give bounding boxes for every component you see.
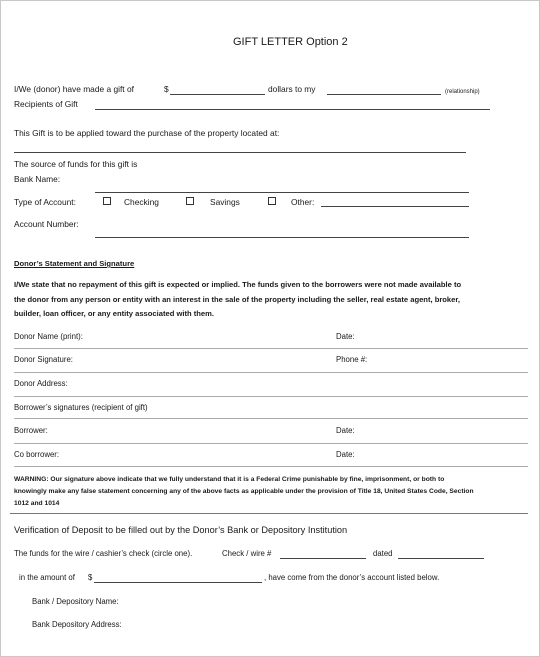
bank-name-label: Bank Name:: [14, 174, 61, 184]
dated-label: dated: [373, 549, 393, 558]
bank-depository-address-label: Bank Depository Address:: [32, 620, 122, 629]
borrowers-signatures-label: Borrower’s signatures (recipient of gift): [14, 403, 148, 412]
recipients-field[interactable]: [95, 109, 490, 110]
donor-address-field[interactable]: [14, 396, 528, 397]
phone-label: Phone #:: [336, 355, 368, 364]
gift-line-middle: dollars to my: [268, 84, 316, 94]
statement-line-1: I/We state that no repayment of this gift is expected or implied. The funds given to the borrowers were not made available to: [14, 280, 462, 289]
check-wire-number-field[interactable]: [280, 558, 366, 559]
account-number-label: Account Number:: [14, 219, 79, 229]
wire-line-prefix: The funds for the wire / cashier’s check (circle one).: [14, 549, 193, 558]
verification-heading: Verification of Deposit to be filled out by the Donor’s Bank or Depository Institution: [14, 525, 348, 535]
checking-checkbox[interactable]: [103, 197, 111, 205]
donor-address-label: Donor Address:: [14, 379, 68, 388]
section-divider: [10, 513, 528, 514]
borrower-field[interactable]: [14, 443, 528, 444]
co-borrower-field[interactable]: [14, 466, 528, 467]
amount-line-prefix: in the amount of: [19, 573, 75, 582]
gift-line-prefix: I/We (donor) have made a gift of: [14, 84, 134, 94]
source-label: The source of funds for this gift is: [14, 159, 138, 169]
other-account-field[interactable]: [321, 206, 469, 207]
warning-line-3: 1012 and 1014: [14, 500, 60, 507]
statement-line-2: the donor from any person or entity with an interest in the sale of the property including the seller, real estate agent, broker,: [14, 294, 461, 304]
warning-line-1: WARNING: Our signature above indicate that we fully understand that it is a Federal Crime punishable by fine, imprisonment, or both to: [14, 476, 445, 483]
dated-field[interactable]: [398, 558, 484, 559]
warning-line-2: knowingly make any false statement concerning any of the above facts as applicable under the provision of Title 18, United States Code, Section: [14, 488, 474, 495]
donor-name-label: Donor Name (print):: [14, 332, 83, 341]
purpose-label: This Gift is to be applied toward the purchase of the property located at:: [14, 128, 280, 138]
account-number-field[interactable]: [95, 237, 469, 238]
donor-name-field[interactable]: [14, 348, 528, 349]
other-checkbox[interactable]: [268, 197, 276, 205]
checking-option: Checking: [124, 197, 159, 207]
amount-line-suffix: , have come from the donor’s account listed below.: [264, 573, 440, 582]
donor-signature-label: Donor Signature:: [14, 355, 73, 364]
relationship-label: (relationship): [445, 89, 480, 95]
donor-signature-field[interactable]: [14, 372, 528, 373]
amount-currency: $: [88, 573, 93, 582]
bank-name-field[interactable]: [95, 192, 469, 193]
statement-line-3: builder, loan officer, or any entity associated with them.: [14, 309, 215, 318]
date-label-co-borrower: Date:: [336, 450, 355, 459]
property-address-field[interactable]: [14, 152, 466, 153]
borrower-label: Borrower:: [14, 426, 48, 435]
gift-amount-field[interactable]: [170, 94, 265, 95]
statement-heading: Donor’s Statement and Signature: [14, 259, 135, 268]
amount-field[interactable]: [94, 582, 262, 583]
date-label: Date:: [336, 332, 355, 341]
bank-depository-name-label: Bank / Depository Name:: [32, 597, 119, 606]
document-title: GIFT LETTER Option 2: [233, 36, 348, 48]
date-label-borrower: Date:: [336, 426, 355, 435]
relationship-field[interactable]: [327, 94, 441, 95]
co-borrower-label: Co borrower:: [14, 450, 60, 459]
type-of-account-label: Type of Account:: [14, 197, 76, 207]
check-wire-label: Check / wire #: [222, 549, 272, 558]
savings-option: Savings: [210, 197, 240, 207]
gift-currency: $: [164, 84, 169, 94]
recipients-label: Recipients of Gift: [14, 99, 78, 109]
savings-checkbox[interactable]: [186, 197, 194, 205]
borrowers-signatures-divider: [14, 418, 528, 419]
other-option: Other:: [291, 197, 315, 207]
